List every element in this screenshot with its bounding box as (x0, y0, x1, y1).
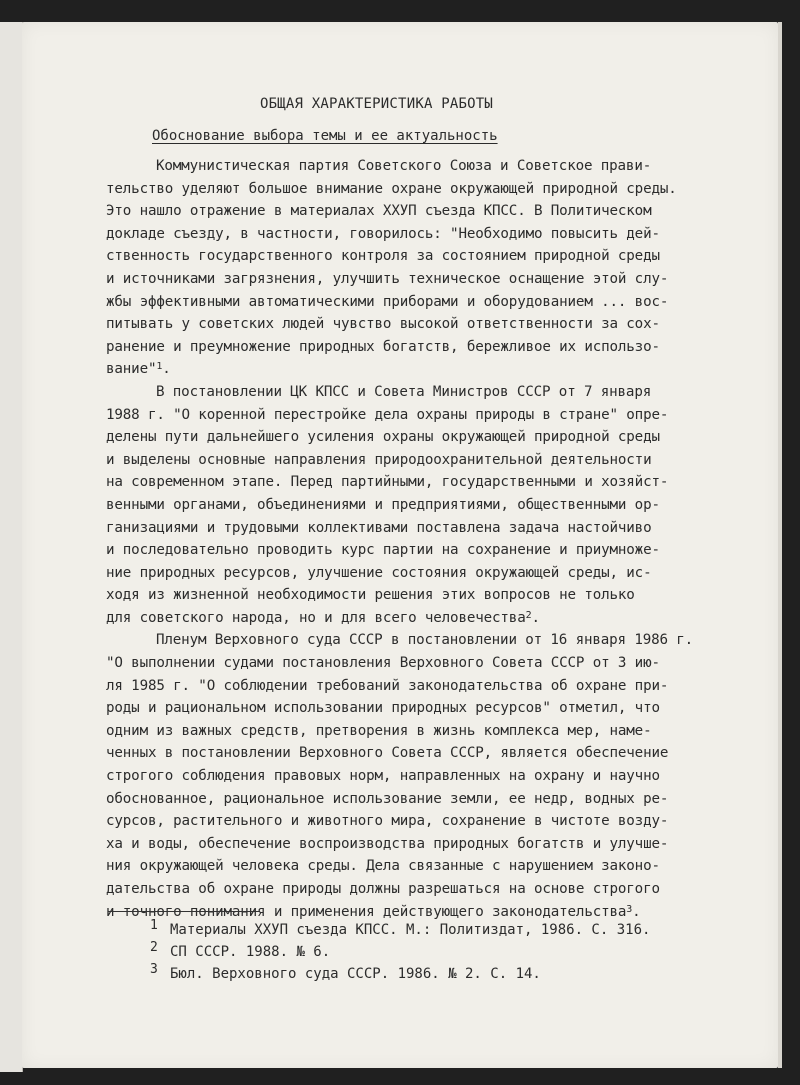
text-line-content: сурсов, растительного и животного мира, сохранение в чистоте возду- (106, 813, 669, 830)
text-line-content: делены пути дальнейшего усиления охраны окружающей природной среды (106, 429, 660, 446)
text-line-content: ха и воды, обеспечение воспроизводства природных богатств и улучше- (106, 835, 669, 852)
text-line-content: роды и рациональном использовании природных ресурсов" отметил, что (106, 700, 660, 717)
text-line (106, 426, 716, 449)
text-line (106, 178, 716, 201)
text-line (106, 336, 716, 359)
text-line-content: ченных в постановлении Верховного Совета СССР, является обеспечение (106, 745, 669, 762)
footnotes (150, 919, 650, 985)
text-line-content: и источниками загрязнения, улучшить техническое оснащение этой слу- (106, 270, 669, 287)
text-line (106, 742, 716, 765)
text-line-content: вание" (106, 361, 157, 378)
text-line (106, 562, 716, 585)
text-line-content: дательства об охране природы должны разрешаться на основе строгого (106, 881, 660, 897)
line-tail: . (162, 361, 171, 378)
text-line (106, 878, 716, 901)
footnote-text: Бюл. Верховного суда СССР. 1986. № 2. С. 14. (170, 966, 541, 982)
text-line (106, 517, 716, 540)
text-line-content: на современном этапе. Перед партийными, государственными и хозяйст- (106, 474, 669, 491)
footnote-number: 2 (150, 940, 158, 955)
text-line-content: ля 1985 г. "О соблюдении требований законодательства об охране при- (106, 677, 669, 694)
section-heading: ОБЩАЯ ХАРАКТЕРИСТИКА РАБОТЫ (260, 96, 493, 112)
text-line-content: ственность государственного контроля за состоянием природной среды (106, 248, 660, 265)
footnote (150, 941, 650, 963)
text-line-content: строгого соблюдения правовых норм, направленных на охрану и научно (106, 768, 660, 785)
text-line-content: венными органами, объединениями и предприятиями, общественными ор- (106, 496, 660, 513)
footnote-separator (108, 911, 260, 912)
text-line (106, 697, 716, 720)
text-line (106, 471, 716, 494)
subsection-heading: Обоснование выбора темы и ее актуальность (152, 128, 498, 144)
text-line-content: одним из важных средств, претворения в жизнь комплекса мер, наме- (106, 722, 652, 739)
footnote-number: 3 (150, 962, 158, 977)
text-line (106, 855, 716, 878)
text-line-content: и точного понимания и применения действующего законодательства (106, 903, 627, 920)
text-line-content: 1988 г. "О коренной перестройке дела охраны природы в стране" опре- (106, 406, 669, 423)
text-line-content: Пленум Верховного суда СССР в постановлении от 16 января 1986 г. (156, 632, 694, 649)
text-line-content: и последовательно проводить курс партии на сохранение и приумноже- (106, 542, 660, 559)
text-line (106, 607, 716, 630)
text-line-content: "О выполнении судами постановления Верховного Совета СССР от 3 ию- (106, 655, 660, 672)
footnote-ref: 3 (626, 903, 633, 915)
text-line-content: В постановлении ЦК КПСС и Совета Министров СССР от 7 января (156, 383, 652, 400)
text-line-content: ганизациями и трудовыми коллективами поставлена задача настойчиво (106, 519, 652, 536)
text-line (106, 675, 716, 698)
text-line-content: Это нашло отражение в материалах ХХУП съезда КПСС. В Политическом (106, 203, 652, 220)
footnote-number: 1 (150, 918, 158, 933)
previous-page-edge (0, 22, 23, 1072)
text-line-content: ходя из жизненной необходимости решения этих вопросов не только (106, 587, 635, 604)
text-line-content: ние природных ресурсов, улучшение состояния окружающей среды, ис- (106, 564, 652, 581)
text-line (106, 245, 716, 268)
text-line (106, 381, 716, 404)
footnote-text: Материалы ХХУП съезда КПСС. М.: Политиздат, 1986. С. 316. (170, 922, 651, 938)
text-line (106, 810, 716, 833)
text-line (106, 223, 716, 246)
text-line (106, 268, 716, 291)
text-line-content: докладе съезду, в частности, говорилось: "Необходимо повысить дей- (106, 225, 660, 242)
text-line (106, 449, 716, 472)
text-line-content: для советского народа, но и для всего человечества (106, 609, 526, 626)
text-line-content: и выделены основные направления природоохранительной деятельности (106, 451, 652, 468)
text-line (106, 291, 716, 314)
footnote (150, 919, 650, 941)
text-line (106, 494, 716, 517)
body-text (106, 155, 716, 923)
line-tail: . (632, 903, 641, 920)
text-line (106, 313, 716, 336)
text-line (106, 404, 716, 427)
text-line (106, 833, 716, 856)
text-line-content: питывать у советских людей чувство высокой ответственности за сох- (106, 316, 660, 333)
page-right-edge (778, 22, 782, 1068)
text-line (106, 358, 716, 381)
text-line (106, 629, 716, 652)
footnote-ref: 2 (525, 609, 532, 621)
text-line (106, 200, 716, 223)
text-line-content: ния окружающей человека среды. Дела связанные с нарушением законо- (106, 858, 660, 875)
text-line (106, 788, 716, 811)
text-line-content: тельство уделяют большое внимание охране окружающей природной среды. (106, 180, 677, 197)
text-line (106, 584, 716, 607)
text-line (106, 155, 716, 178)
footnote-text: СП СССР. 1988. № 6. (170, 944, 331, 960)
text-line (106, 539, 716, 562)
line-tail: . (531, 609, 540, 626)
footnote-ref: 1 (156, 361, 163, 373)
text-line (106, 720, 716, 743)
text-line (106, 652, 716, 675)
text-line-content: ранение и преумножение природных богатств, бережливое их использо- (106, 338, 660, 355)
text-line-content: жбы эффективными автоматическими приборами и оборудованием ... вос- (106, 293, 669, 310)
footnote (150, 963, 650, 985)
text-line-content: обоснованное, рациональное использование земли, ее недр, водных ре- (106, 790, 669, 807)
text-line (106, 765, 716, 788)
text-line-content: Коммунистическая партия Советского Союза и Советское прави- (156, 158, 652, 174)
